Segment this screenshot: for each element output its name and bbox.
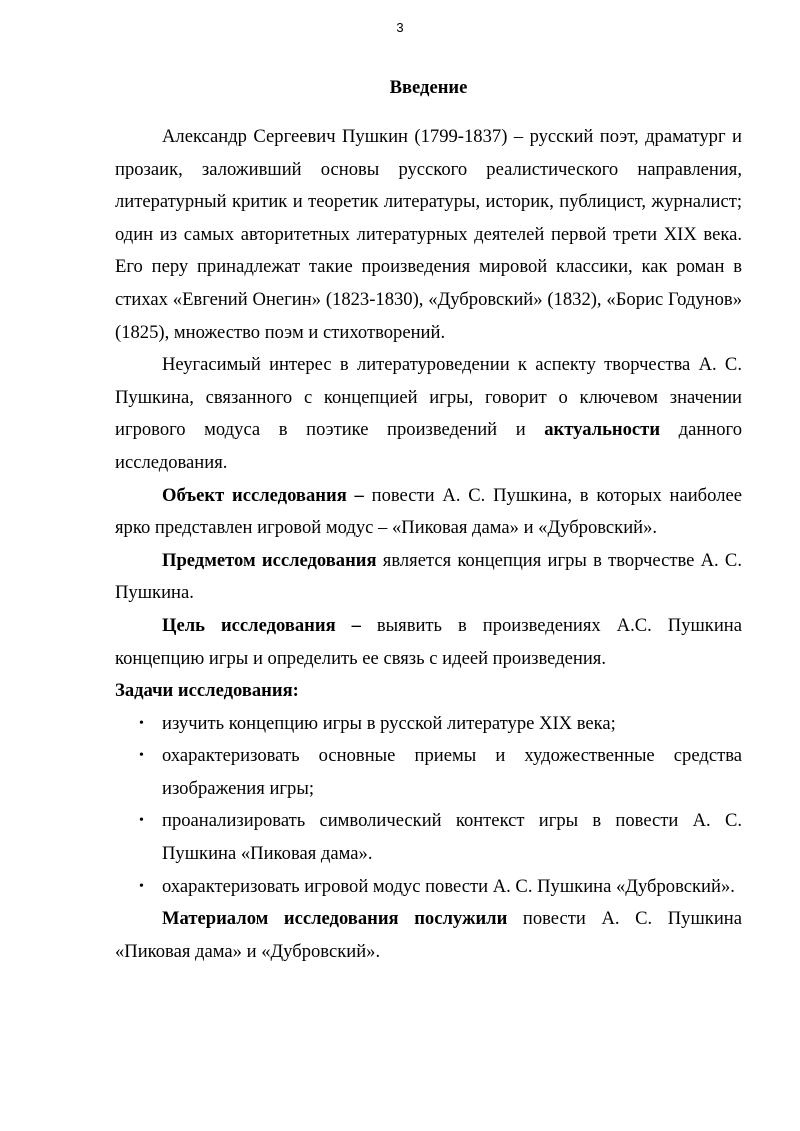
tasks-heading-paragraph [115,675,742,708]
list-item [115,871,742,904]
subject-label: Предметом исследования [162,549,377,571]
list-item [115,805,742,870]
task-text: проанализировать символический контекст игры в повести А. С. Пушкина «Пиковая дама». [162,810,742,865]
subject-paragraph [115,545,742,610]
task-text: охарактеризовать игровой модус повести А. С. Пушкина «Дубровский». [162,875,735,897]
relevance-keyword: актуальности [544,419,661,441]
relevance-paragraph [115,349,742,479]
list-item [115,740,742,805]
goal-paragraph [115,610,742,675]
goal-text: выявить в произведениях А.С. Пушкина концепцию игры и определить ее связь с идеей произведения. [115,614,742,669]
list-item [115,708,742,741]
intro-paragraph: Александр Сергеевич Пушкин (1799-1837) – русский поэт, драматург и прозаик, заложивший основы русского реалистического направления, литературный критик и теоретик литературы, историк, публицист, журналист; один из самых авторитетных литературных деятелей первой трети XIX века. Его перу принадлежат такие произведения мировой классики, как роман в стихах «Евгений Онегин» (1823-1830), «Дубровский» (1832), «Борис Годунов» (1825), множество поэм и стихотворений. [115,126,742,343]
task-text: охарактеризовать основные приемы и художественные средства изображения игры; [162,745,742,799]
material-label: Материалом исследования послужили [162,908,508,930]
relevance-text-before: Неугасимый интерес в литературоведении к аспекту творчества А. С. Пушкина, связанного с концепцией игры, говорит о ключевом значении игрового модуса в поэтике произведений и [115,354,742,441]
bullet-icon: • [139,878,144,894]
object-paragraph [115,480,742,545]
page-number: 3 [396,20,404,35]
relevance-text-after: данного исследования. [115,419,742,473]
bullet-icon: • [139,748,144,764]
material-paragraph [115,903,742,968]
goal-label: Цель исследования – [162,614,361,636]
subject-text: является концепция игры в творчестве А. С. Пушкина. [115,549,742,604]
document-body [115,74,742,968]
material-text: повести А. С. Пушкина «Пиковая дама» и «Дубровский». [115,908,742,962]
tasks-heading: Задачи исследования: [115,680,299,702]
bullet-icon: • [139,813,144,829]
object-text: повести А. С. Пушкина, в которых наиболее ярко представлен игровой модус – «Пиковая дама» и «Дубровский». [115,484,742,539]
object-label: Объект исследования – [162,484,364,506]
section-heading: Введение [389,77,468,98]
task-text: изучить концепцию игры в русской литературе XIX века; [162,712,616,734]
bullet-icon: • [139,715,144,731]
tasks-list [115,708,742,904]
